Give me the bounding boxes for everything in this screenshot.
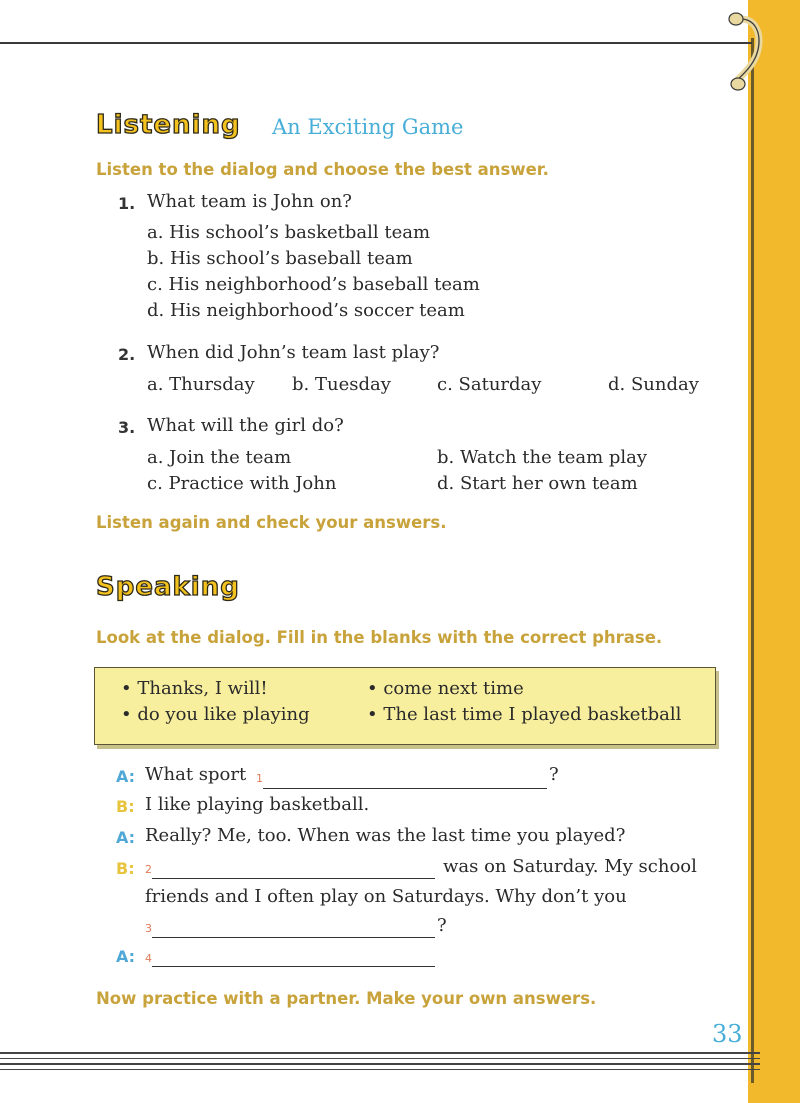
phrase-1: • Thanks, I will! <box>121 678 268 699</box>
question-1-option-a: a. His school’s basketball team <box>147 222 431 243</box>
dialog-line-1-text: What sport <box>145 764 247 785</box>
dialog-line-3-text: Really? Me, too. When was the last time you played? <box>145 825 626 846</box>
practice-instruction: Now practice with a partner. Make your own answers. <box>96 989 597 1008</box>
bottom-page-lines <box>0 1052 760 1092</box>
dialog-line-4-continued: friends and I often play on Saturdays. Why don’t you <box>145 886 627 907</box>
dialog-speaker-a: A: <box>116 767 136 786</box>
dialog-line-2-text: I like playing basketball. <box>145 794 370 815</box>
blank-2-line[interactable] <box>152 878 435 879</box>
dialog-speaker-a: A: <box>116 828 136 847</box>
question-3-option-b: b. Watch the team play <box>437 447 648 468</box>
dialog-line-1-end: ? <box>549 764 559 785</box>
listening-subtitle: An Exciting Game <box>272 115 464 139</box>
phrase-2: • come next time <box>367 678 524 699</box>
blank-4-number: 4 <box>145 952 152 965</box>
binder-ring-icon <box>726 6 766 96</box>
question-1-text: What team is John on? <box>147 191 352 212</box>
dialog-speaker-b: B: <box>116 797 135 816</box>
question-3-text: What will the girl do? <box>147 415 344 436</box>
question-1-option-b: b. His school’s baseball team <box>147 248 413 269</box>
blank-2-number: 2 <box>145 863 152 876</box>
top-divider <box>0 42 752 44</box>
question-3-option-a: a. Join the team <box>147 447 292 468</box>
question-2-number: 2. <box>118 345 136 364</box>
dialog-line-5-end: ? <box>437 915 447 936</box>
blank-1-line[interactable] <box>263 788 547 789</box>
listening-title: Listening <box>96 110 241 140</box>
page-edge-strip <box>748 0 800 1103</box>
check-answers-instruction: Listen again and check your answers. <box>96 513 447 532</box>
page-number: 33 <box>712 1020 743 1048</box>
question-1-number: 1. <box>118 194 136 213</box>
question-3-option-c: c. Practice with John <box>147 473 337 494</box>
listening-instruction: Listen to the dialog and choose the best answer. <box>96 160 549 179</box>
phrase-box <box>94 667 716 745</box>
speaking-instruction: Look at the dialog. Fill in the blanks with the correct phrase. <box>96 628 663 647</box>
dialog-speaker-a: A: <box>116 947 136 966</box>
blank-1-number: 1 <box>256 772 263 785</box>
question-2-option-a: a. Thursday <box>147 374 255 395</box>
question-2-option-c: c. Saturday <box>437 374 542 395</box>
question-1-option-c: c. His neighborhood’s baseball team <box>147 274 480 295</box>
phrase-3: • do you like playing <box>121 704 310 725</box>
question-3-number: 3. <box>118 418 136 437</box>
question-2-text: When did John’s team last play? <box>147 342 440 363</box>
question-3-option-d: d. Start her own team <box>437 473 638 494</box>
speaking-title: Speaking <box>96 572 240 602</box>
dialog-speaker-b: B: <box>116 859 135 878</box>
question-1-option-d: d. His neighborhood’s soccer team <box>147 300 465 321</box>
blank-3-number: 3 <box>145 922 152 935</box>
question-2-option-b: b. Tuesday <box>292 374 391 395</box>
blank-4-line[interactable] <box>152 966 435 967</box>
dialog-line-4-text: was on Saturday. My school <box>443 856 697 877</box>
blank-3-line[interactable] <box>152 937 435 938</box>
page-edge-line <box>751 38 754 1083</box>
phrase-4: • The last time I played basketball <box>367 704 682 725</box>
question-2-option-d: d. Sunday <box>608 374 699 395</box>
